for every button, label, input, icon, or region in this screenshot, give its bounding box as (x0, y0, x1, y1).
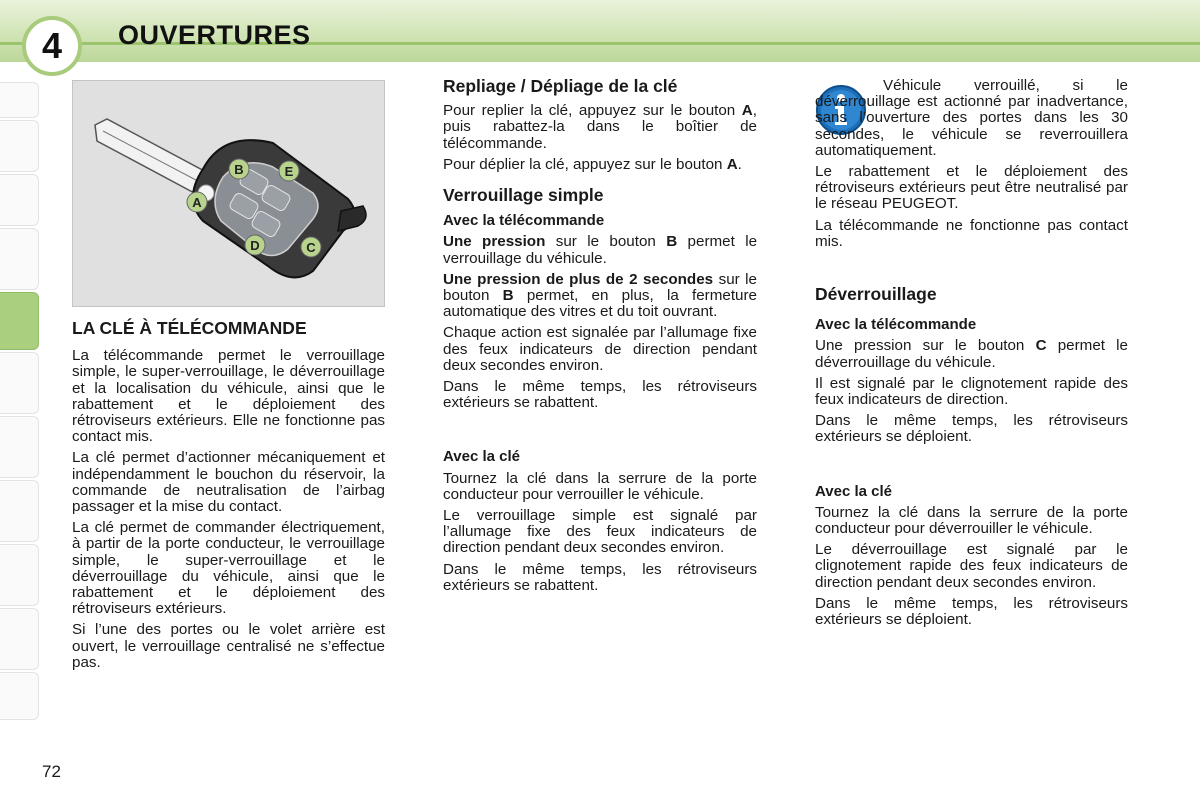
paragraph: Le rabattement et le déploiement des rétroviseurs extérieurs peut être neutralisé par le réseau PEUGEOT. (815, 163, 1128, 213)
side-tab-6[interactable] (0, 352, 39, 414)
chapter-number: 4 (41, 25, 63, 66)
paragraph: La télécommande ne fonctionne pas contact mis. (815, 216, 1128, 250)
button-label-b: B (234, 162, 244, 177)
paragraph: Une pression sur le bouton C permet le déverrouillage du véhicule. (815, 337, 1128, 371)
paragraph: Tournez la clé dans la serrure de la porte conducteur pour verrouiller le véhicule. (443, 469, 757, 503)
paragraph: Chaque action est signalée par l’allumage fixe des feux indicateurs de direction pendant deux secondes environ. (443, 324, 757, 374)
paragraph: Dans le même temps, les rétroviseurs extérieurs se déploient. (815, 412, 1128, 446)
paragraph: Dans le même temps, les rétroviseurs extérieurs se rabattent. (443, 378, 757, 412)
button-label-c: C (306, 240, 316, 255)
chapter-number-badge (22, 16, 82, 76)
side-tab-2[interactable] (0, 120, 39, 172)
subheading-telecommande: Avec la télécommande (815, 316, 977, 334)
side-tab-11[interactable] (0, 672, 39, 720)
button-label-d: D (250, 238, 260, 253)
button-label-a: A (192, 195, 202, 210)
section-heading-deverrouillage: Déverrouillage (815, 284, 937, 305)
section-heading-repliage: Repliage / Dépliage de la clé (443, 76, 678, 96)
paragraph: Dans le même temps, les rétroviseurs extérieurs se rabattent. (443, 560, 757, 594)
side-tab-10[interactable] (0, 608, 39, 670)
chapter-side-tabs (0, 82, 40, 722)
paragraph: La clé permet d’actionner mécaniquement et indépendamment le bouchon du réservoir, la commande de neutralisation de l’airbag passager et la mise du contact. (72, 449, 385, 516)
side-tab-7[interactable] (0, 416, 39, 478)
section-heading-cle-telecommande: LA CLÉ À TÉLÉCOMMANDE (72, 318, 307, 338)
side-tab-4[interactable] (0, 228, 39, 290)
side-tab-3[interactable] (0, 174, 39, 226)
paragraph: Le verrouillage simple est signalé par l’allumage fixe des feux indicateurs de direction pendant deux secondes environ. (443, 507, 757, 557)
paragraph: Une pression sur le bouton B permet le verrouillage du véhicule. (443, 233, 758, 267)
side-tab-8[interactable] (0, 480, 39, 542)
paragraph: La clé permet de commander électriquement, à partir de la porte conducteur, le verrouillage simple, le super-verrouillage et le déverrouillage du véhicule, ainsi que le rabattement et le déploiement des rétroviseurs extérieurs. (72, 519, 385, 618)
paragraph: Dans le même temps, les rétroviseurs extérieurs se déploient. (815, 594, 1128, 629)
chapter-title: OUVERTURES (118, 20, 311, 50)
button-label-e: E (284, 164, 294, 179)
remote-key-figure (72, 80, 385, 307)
column-left (72, 320, 385, 676)
paragraph: Pour replier la clé, appuyez sur le bouton A, puis rabattez-la dans le boîtier de télécommande. (443, 102, 757, 152)
paragraph: La télécommande permet le verrouillage simple, le super-verrouillage, le déverrouillage et la localisation du véhicule, ainsi que le rabattement et le déploiement des rétroviseurs extérieurs. Elle ne fonctionne pas contact mis. (72, 347, 385, 446)
paragraph: Pour déplier la clé, appuyez sur le bouton A. (443, 155, 742, 173)
column-right (815, 78, 1128, 633)
column-middle (443, 78, 757, 599)
paragraph: Il est signalé par le clignotement rapide des feux indicateurs de direction. (815, 374, 1128, 409)
paragraph: Si l’une des portes ou le volet arrière est ouvert, le verrouillage centralisé ne s’effectue pas. (72, 621, 385, 671)
paragraph: Le déverrouillage est signalé par le clignotement rapide des feux indicateurs de direction pendant deux secondes environ. (815, 541, 1128, 591)
page-number: 72 (42, 762, 61, 781)
side-tab-9[interactable] (0, 544, 39, 606)
subheading-cle: Avec la clé (815, 482, 892, 500)
remote-key-illustration (73, 81, 384, 306)
side-tab-1[interactable] (0, 82, 39, 118)
paragraph: Tournez la clé dans la serrure de la porte conducteur pour déverrouiller le véhicule. (815, 503, 1128, 538)
subheading-telecommande: Avec la télécommande (443, 212, 605, 230)
subheading-cle: Avec la clé (443, 448, 520, 466)
side-tab-5-active[interactable] (0, 292, 39, 350)
section-heading-verrouillage-simple: Verrouillage simple (443, 185, 604, 206)
paragraph: Une pression de plus de 2 secondes sur le bouton B permet, en plus, la fermeture automatique des vitres et du toit ouvrant. (443, 270, 758, 321)
info-note: Véhicule verrouillé, si le déverrouillage est actionné par inadvertance, sans l’ouverture des portes dans les 30 secondes, le véhicule se reverrouillera automatiquement. (815, 77, 1128, 159)
